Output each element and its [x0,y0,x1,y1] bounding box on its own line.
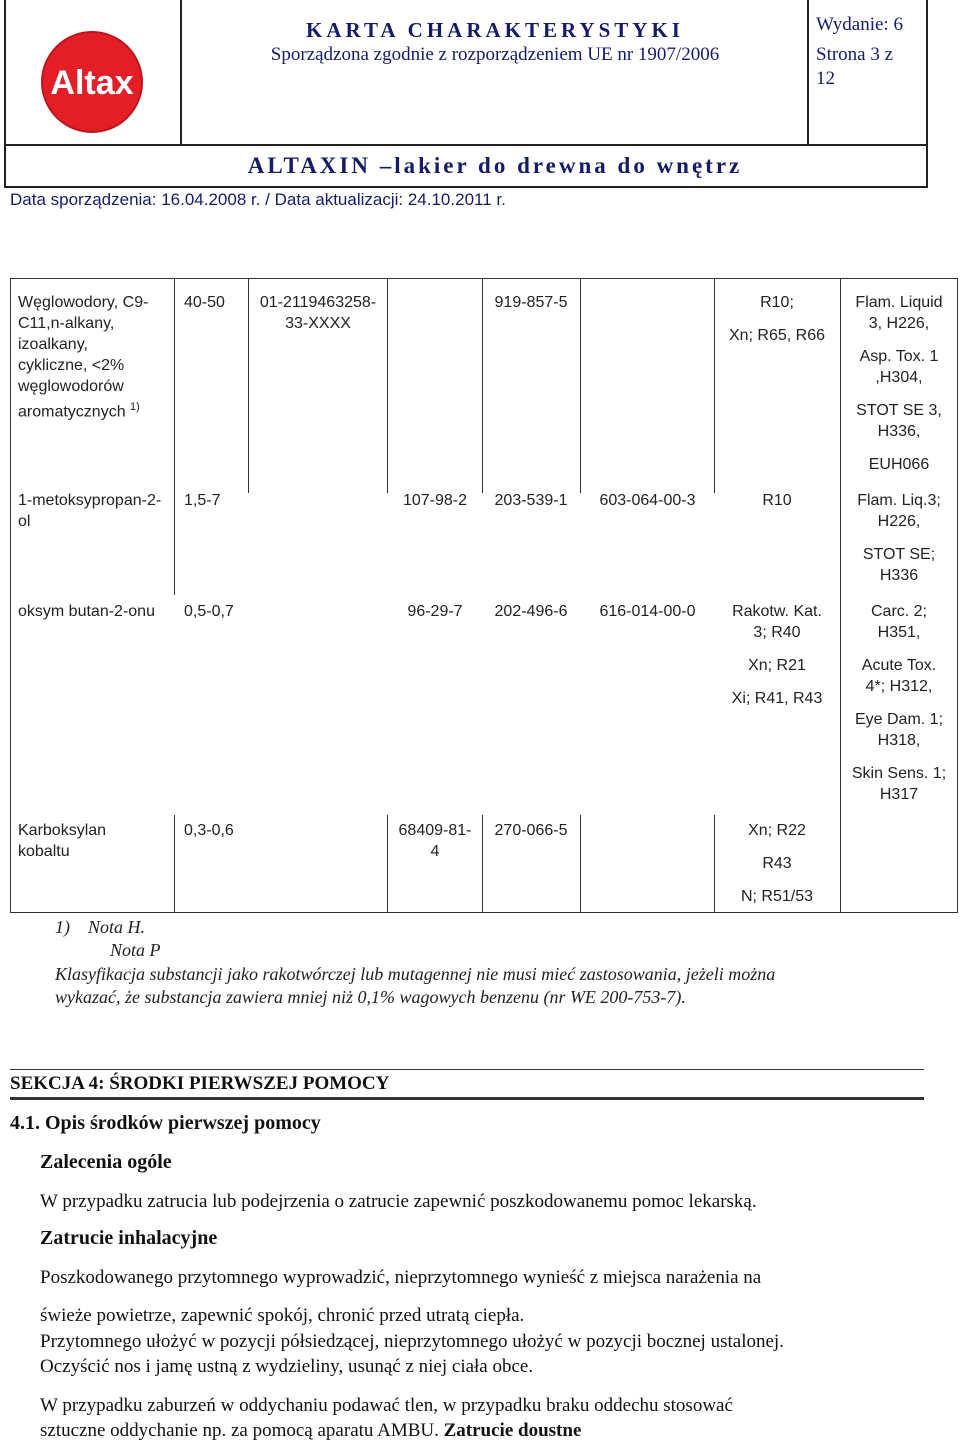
substance-name-line: Węglowodory, C9- [18,294,149,311]
concentration: 0,5-0,7 [184,603,234,620]
substance-name-line: C11,n-alkany, [18,315,115,332]
classification-clp: Asp. Tox. 1 [859,348,939,365]
substance-name-line: węglowodorów [18,378,124,395]
document-title: KARTA CHARAKTERYSTYKI [306,18,684,42]
ec-number: 919-857-5 [494,294,568,311]
classification-dsd: R43 [762,855,792,872]
classification-clp: H226, [877,513,921,530]
heading-general: Zalecenia ogóle [40,1151,172,1173]
paragraph [40,1418,922,1443]
classification-clp: H318, [877,732,921,749]
table-row [18,601,178,622]
paragraph: Oczyścić nos i jamę ustną z wydzieliny, usunąć z niej ciała obce. [40,1356,534,1377]
cas-number: 96-29-7 [407,603,463,620]
paragraph: Przytomnego ułożyć w pozycji półsiedzącej, nieprzytomnego ułożyć w pozycji bocznej ustalonej. [40,1331,784,1352]
classification-clp: H351, [877,624,921,641]
section-title: SEKCJA 4: ŚRODKI PIERWSZEJ POMOCY [10,1073,390,1094]
ec-number: 203-539-1 [494,492,568,509]
cas-number: 107-98-2 [402,492,468,509]
table-row [18,820,173,862]
footnote-nota-p: Nota P [110,940,161,960]
classification-dsd: Xn; R65, R66 [728,327,826,344]
paragraph: Poszkodowanego przytomnego wyprowadzić, nieprzytomnego wynieść z miejsca narażenia na [40,1267,762,1288]
substance-name-line: 1-metoksypropan-2- [18,492,162,509]
classification-clp: Carc. 2; [870,603,927,620]
paragraph: świeże powietrze, zapewnić spokój, chronić przed utratą ciepła. [40,1305,525,1326]
classification-clp: 4*; H312, [865,678,933,695]
classification-clp: STOT SE; [862,546,936,563]
classification-dsd: R10 [762,492,792,509]
classification-clp: ,H304, [875,369,923,386]
substance-name-line: kobaltu [18,843,70,860]
substance-name-line: izoalkany, [18,336,88,353]
classification-clp: STOT SE 3, [856,402,942,419]
subsection-title: 4.1. Opis środków pierwszej pomocy [10,1112,321,1134]
ec-number: 202-496-6 [494,603,568,620]
section-divider [10,1097,924,1100]
substance-name-line: cykliczne, <2% [18,357,125,374]
regulation-subtitle: Sporządzona zgodnie z rozporządzeniem UE nr 1907/2006 [270,44,720,65]
concentration: 0,3-0,6 [184,822,234,839]
classification-dsd: N; R51/53 [740,888,814,905]
table-row [18,490,173,532]
registration-number: 01-2119463258- [259,294,377,311]
classification-clp: Eye Dam. 1; [854,711,944,728]
cas-number: 68409-81- [398,822,472,839]
classification-clp: Flam. Liquid [855,294,943,311]
classification-clp: EUH066 [868,456,930,473]
document-dates: Data sporządzenia: 16.04.2008 r. / Data aktualizacji: 24.10.2011 r. [10,190,506,209]
company-logo [40,30,144,134]
classification-clp: Skin Sens. 1; [851,765,947,782]
paragraph-text: sztuczne oddychanie np. za pomocą aparatu AMBU. [40,1420,439,1441]
footnote-text: wykazać, że substancja zawiera mniej niż 0,1% wagowych benzenu (nr WE 200-753-7). [55,987,686,1007]
svg-text:Altax: Altax [50,64,134,102]
footnote-text: Klasyfikacja substancji jako rakotwórczej lub mutagennej nie musi mieć zastosowania, jeżeli można [55,964,776,984]
classification-dsd: R10; [760,294,794,311]
classification-clp: Acute Tox. [861,657,937,674]
heading-oral: Zatrucie doustne [443,1420,582,1441]
concentration: 40-50 [184,294,225,311]
substance-name-line: aromatycznych [18,403,126,421]
paragraph: W przypadku zaburzeń w oddychaniu podawać tlen, w przypadku braku oddechu stosować [40,1395,733,1416]
substance-name-line: Karboksylan [18,822,107,839]
classification-dsd: Xn; R21 [748,657,806,674]
section-divider [10,1069,924,1070]
classification-clp: Flam. Liq.3; [857,492,941,509]
ec-number: 270-066-5 [494,822,568,839]
classification-clp: H336 [879,567,919,584]
classification-dsd: Xn; R22 [748,822,806,839]
substance-name-line: oksym butan-2-onu [18,603,155,620]
product-name: ALTAXIN –lakier do drewna do wnętrz [247,153,743,178]
paragraph: W przypadku zatrucia lub podejrzenia o zatrucie zapewnić poszkodowanemu pomoc lekarską. [40,1191,757,1212]
classification-dsd: 3; R40 [753,624,801,641]
edition-label: Wydanie: 6 [816,14,903,35]
page-number-line1: Strona 3 z [816,44,894,65]
classification-clp: H317 [879,786,919,803]
footnote-1: 1) Nota H. [55,917,145,937]
classification-dsd: Xi; R41, R43 [731,690,823,707]
cas-number: 4 [430,843,440,860]
concentration: 1,5-7 [184,492,221,509]
registration-number: 33-XXXX [285,315,351,332]
classification-clp: 3, H226, [868,315,930,332]
classification-dsd: Rakotw. Kat. [732,603,822,620]
substance-name-line: ol [18,513,31,530]
page-number-line2: 12 [816,68,835,89]
table-row [18,292,173,422]
index-number: 603-064-00-3 [599,492,696,509]
classification-clp: H336, [877,423,921,440]
heading-inhalation: Zatrucie inhalacyjne [40,1227,218,1249]
index-number: 616-014-00-0 [599,603,696,620]
footnote-marker: 1) [130,401,140,413]
